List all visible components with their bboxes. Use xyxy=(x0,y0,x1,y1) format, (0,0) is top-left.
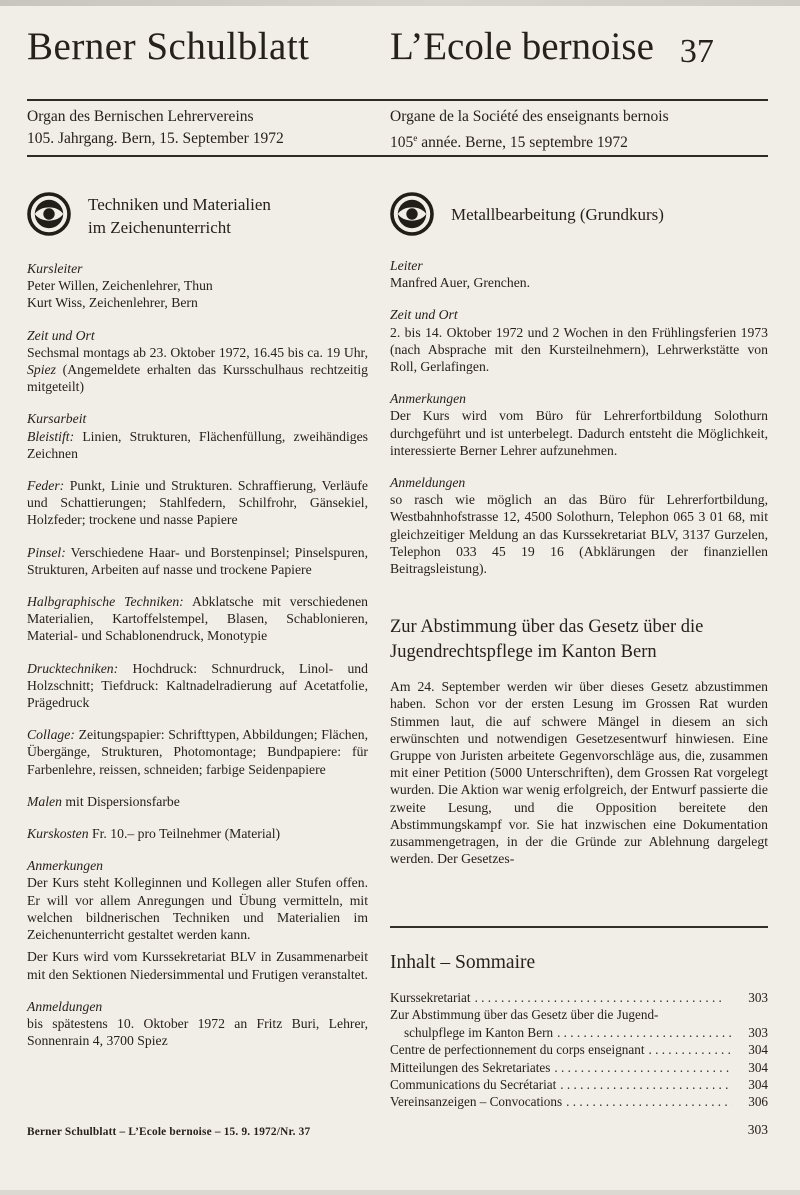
toc-entry-page: 304 xyxy=(748,1077,768,1093)
toc-entry-text: Vereinsanzeigen – Convocations xyxy=(390,1094,563,1110)
toc-entry xyxy=(390,989,768,1006)
toc-entry-text-line1: Zur Abstimmung über das Gesetz über die Jugend- xyxy=(390,1007,659,1023)
course-header-drawing xyxy=(27,192,368,239)
target-eye-icon xyxy=(390,192,434,236)
toc-dot-leader xyxy=(557,1024,732,1041)
article-title-line1: Zur Abstimmung über das Gesetz über die xyxy=(390,617,704,638)
toc-dot-leader xyxy=(649,1041,733,1058)
date-rest-fr: année. Berne, 15 septembre 1972 xyxy=(417,134,628,152)
toc-dot-leader xyxy=(475,989,732,1006)
toc-entry xyxy=(390,1059,768,1076)
label-leiter: Leiter xyxy=(390,258,423,273)
article-title-line2: Jugendrechtspflege im Kanton Bern xyxy=(390,642,657,663)
masthead-title-de: Berner Schulblatt xyxy=(27,25,310,68)
toc-dot-leader xyxy=(560,1076,732,1093)
volume-number-fr: 105 xyxy=(390,134,414,152)
date-line-fr xyxy=(390,128,669,154)
issue-number: 37 xyxy=(679,33,714,70)
label-anmerkungen: Anmerkungen xyxy=(27,858,104,874)
masthead-title-fr xyxy=(390,24,714,69)
toc-section xyxy=(390,926,768,1111)
label-zeit-ort-metal: Zeit und Ort xyxy=(390,307,458,323)
kursleiter-name-2: Kurt Wiss, Zeichenlehrer, Bern xyxy=(27,295,198,311)
scan-edge-top xyxy=(0,0,800,6)
toc-rule xyxy=(390,926,768,928)
kurskosten-item: Kurskosten Fr. 10.– pro Teilnehmer (Material) xyxy=(27,826,281,842)
subtitle-de xyxy=(27,106,284,150)
kursarbeit-item: Drucktechniken: Hochdruck: Schnurdruck, Linol- und Holzschnitt; Tiefdruck: Kaltnadelradierung auf Acetatfolie, Prägedruck xyxy=(27,660,368,711)
anmeldungen-metal-text: so rasch wie möglich an das Büro für Lehrerfortbildung, Westbahnhofstrasse 12, 4500 Solothurn, Telephon 065 3 01 68, mit gleichzeitiger Meldung an das Kurssekretariat BLV, 3137 Gurzelen, Telephon 033 45 19 16 (Abklärungen der finanziellen Beitragsleistung). xyxy=(390,492,768,577)
course-title-line2: im Zeichenunterricht xyxy=(88,218,232,237)
malen-item: Malen mit Dispersionsfarbe xyxy=(27,793,180,809)
anmerkungen-para-1: Der Kurs steht Kolleginnen und Kollegen aller Stufen offen. Er will vor allem Anregungen und Übung vermitteln, mit welchen bildnerischen Techniken und Materialien im Zeichenunterricht gestaltet werden kann. xyxy=(27,875,368,943)
scan-edge-bottom xyxy=(0,1190,800,1195)
kursleiter-name-1: Peter Willen, Zeichenlehrer, Thun xyxy=(27,278,213,294)
toc-entry-text-line2: schulpflege im Kanton Bern xyxy=(404,1024,554,1040)
header-rule-top xyxy=(27,99,768,101)
toc-title: Inhalt – Sommaire xyxy=(390,952,536,973)
kursarbeit-item: Feder: Punkt, Linie und Strukturen. Schraffierung, Verläufe und Schattierungen; Stahlfedern, Schilfrohr, Gänsekiel, Holzfeder; trockene und nasse Papiere xyxy=(27,478,368,528)
right-column xyxy=(390,192,768,867)
toc-entry xyxy=(390,1076,768,1093)
toc-entry xyxy=(390,1093,768,1110)
toc-entry-page: 306 xyxy=(748,1094,768,1110)
org-line-fr: Organe de la Société des enseignants bernois xyxy=(390,108,669,125)
course-title-metal: Metallbearbeitung (Grundkurs) xyxy=(451,204,664,224)
page-number: 303 xyxy=(747,1122,768,1137)
org-line-de: Organ des Bernischen Lehrervereins xyxy=(27,108,254,125)
kursarbeit-item: Halbgraphische Techniken: Abklatsche mit verschiedenen Materialien, Kartoffelstempel, Blasen, Schablonieren, Material- und Schablonendruck, Monotypie xyxy=(27,594,369,644)
zeit-ort-metal-text: 2. bis 14. Oktober 1972 und 2 Wochen in den Frühlingsferien 1973 (nach Absprache mit den Kursteilnehmern), Lehrwerkstätte von Roll, Gerlafingen. xyxy=(390,324,768,375)
label-anmeldungen: Anmeldungen xyxy=(27,998,103,1014)
toc-entry xyxy=(390,1041,768,1058)
anmeldungen-text: bis spätestens 10. Oktober 1972 an Fritz Buri, Lehrer, Sonnenrain 4, 3700 Spiez xyxy=(27,1015,368,1049)
course-header-metal xyxy=(390,192,768,236)
course-title-drawing xyxy=(88,193,271,239)
toc-entry-text: Communications du Secrétariat xyxy=(390,1077,557,1093)
date-line-de: 105. Jahrgang. Bern, 15. September 1972 xyxy=(27,130,284,147)
label-zeit-ort: Zeit und Ort xyxy=(27,327,95,343)
label-anmerkungen-metal: Anmerkungen xyxy=(390,391,467,407)
left-column xyxy=(27,192,368,1049)
toc-dot-leader xyxy=(554,1059,732,1076)
label-kursarbeit: Kursarbeit xyxy=(27,411,87,427)
toc-list xyxy=(390,989,768,1111)
label-kursleiter: Kursleiter xyxy=(27,261,83,276)
place-name-italic: Spiez xyxy=(27,362,56,378)
header-rule-bottom xyxy=(27,155,768,157)
kursarbeit-item: Bleistift: Linien, Strukturen, Flächenfüllung, zweihändiges Zeichnen xyxy=(27,428,368,461)
toc-entry-text: Centre de perfectionnement du corps enseignant xyxy=(390,1042,645,1058)
article-body: Am 24. September werden wir über dieses Gesetz abzustimmen haben. Schon vor der ersten Lesung im Grossen Rat wurden Stimmen laut, die auf schwere Mängel in diesem an sich erwünschten und notwendigen Gesetzesentwurf hinwiesen. Eine Gruppe von Juristen arbeitete Gegenvorschläge aus, die, zusammen mit einer Petition (5000 Unterschriften), dem Grossen Rat vorgelegt wurden. Die Aktion war wenig erfolgreich, der Entwurf passierte die zweite Lesung, und die Opposition bereitete den Abstimmungskampf vor. Sie hat inzwischen eine Dokumentation zusammengetragen, in der die Gründe zur Ablehnung dargelegt werden. Der Gesetzes- xyxy=(390,679,768,867)
article-abstimmung xyxy=(390,615,768,867)
leiter-text: Manfred Auer, Grenchen. xyxy=(390,275,531,291)
subtitle-fr xyxy=(390,106,669,154)
article-title xyxy=(390,615,768,665)
toc-entry xyxy=(390,1006,768,1041)
label-anmeldungen-metal: Anmeldungen xyxy=(390,475,466,491)
anmerkungen-para-2: Der Kurs wird vom Kurssekretariat BLV in Zusammenarbeit mit den Sektionen Niedersimmental und Frutigen veranstaltet. xyxy=(27,949,368,982)
kursarbeit-item: Collage: Zeitungspapier: Schrifttypen, Abbildungen; Flächen, Übergänge, Strukturen, Photomontage; Bundpapiere: für Farbenlehre, reissen, schneiden; farbige Seidenpapiere xyxy=(27,727,368,777)
toc-entry-page: 304 xyxy=(748,1042,768,1058)
zeit-ort-text: Sechsmal montags ab 23. Oktober 1972, 16.45 bis ca. 19 Uhr, Spiez (Angemeldete erhalten das Kursschulhaus rechtzeitig mitgeteilt) xyxy=(27,344,368,395)
toc-entry-page: 304 xyxy=(748,1059,768,1075)
toc-entry-page: 303 xyxy=(748,1024,768,1040)
toc-entry-text: Kurssekretariat xyxy=(390,990,471,1005)
volume-ordinal-sup: e xyxy=(413,134,418,144)
toc-entry-page: 303 xyxy=(748,990,768,1005)
course-title-line1: Techniken und Materialien xyxy=(88,195,271,214)
anmerkungen-metal-text: Der Kurs wird vom Büro für Lehrerfortbildung Solothurn durchgeführt und ist unterbelegt. Dadurch entsteht die Möglichkeit, interessierte Berner Lehrer aufzunehmen. xyxy=(390,408,768,458)
target-eye-icon xyxy=(27,192,71,236)
toc-dot-leader xyxy=(566,1093,732,1110)
masthead-title-fr-text: L’Ecole bernoise xyxy=(390,25,654,68)
toc-entry-text: Mitteilungen des Sekretariates xyxy=(390,1059,551,1075)
kursarbeit-item: Pinsel: Verschiedene Haar- und Borstenpinsel; Pinselspuren, Strukturen, Arbeiten auf nasse und trockene Papiere xyxy=(27,544,368,577)
kursleiter-names xyxy=(27,277,368,311)
footer-running-title: Berner Schulblatt – L’Ecole bernoise – 15. 9. 1972/Nr. 37 xyxy=(27,1126,311,1138)
